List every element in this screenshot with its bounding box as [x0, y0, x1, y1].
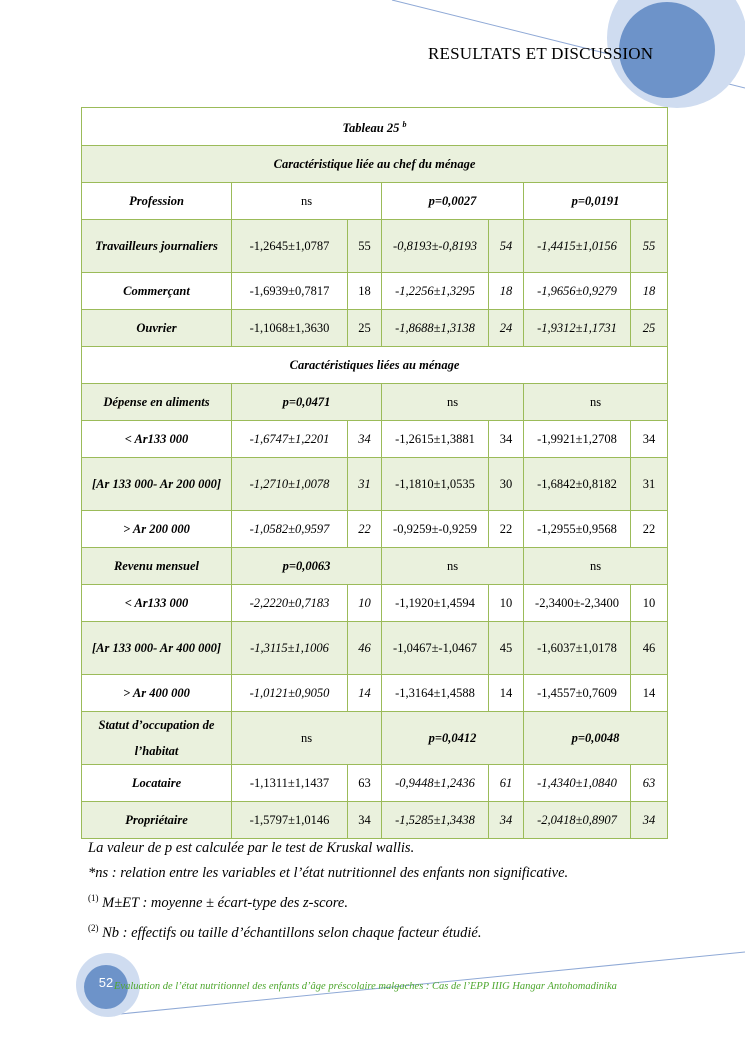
p-value: ns: [524, 384, 668, 421]
mean-sd: -1,3115±1,1006: [232, 622, 348, 675]
mean-sd: -2,3400±-2,3400: [524, 585, 631, 622]
count: 34: [489, 421, 524, 458]
p-value: ns: [382, 384, 524, 421]
p-value: ns: [382, 548, 524, 585]
mean-sd: -2,0418±0,8907: [524, 802, 631, 839]
results-table: [81, 107, 668, 839]
count: 10: [348, 585, 382, 622]
mean-sd: -1,3164±1,4588: [382, 675, 489, 712]
group-header-row: [82, 548, 668, 585]
mean-sd: -1,5797±1,0146: [232, 802, 348, 839]
mean-sd: -1,0582±0,9597: [232, 511, 348, 548]
mean-sd: -1,6842±0,8182: [524, 458, 631, 511]
mean-sd: -1,6037±1,0178: [524, 622, 631, 675]
p-value: p=0,0048: [524, 712, 668, 765]
row-label: [Ar 133 000- Ar 200 000]: [82, 458, 232, 511]
mean-sd: -1,1311±1,1437: [232, 765, 348, 802]
table-row: [82, 458, 668, 511]
p-value: ns: [524, 548, 668, 585]
footer-text: Evaluation de l’état nutritionnel des enfants d’âge préscolaire malgaches : Cas de l’EPP IIIG Hangar Antohomadinika: [114, 981, 617, 992]
page-number: 52: [98, 975, 114, 990]
count: 14: [631, 675, 668, 712]
mean-sd: -1,9656±0,9279: [524, 273, 631, 310]
mean-sd: -1,0121±0,9050: [232, 675, 348, 712]
mean-sd: -0,9259±-0,9259: [382, 511, 489, 548]
group-label: Profession: [82, 183, 232, 220]
count: 10: [631, 585, 668, 622]
note-ns: *ns : relation entre les variables et l’état nutritionnel des enfants non significative.: [88, 865, 569, 881]
table-row: [82, 622, 668, 675]
count: 22: [489, 511, 524, 548]
mean-sd: -1,6747±1,2201: [232, 421, 348, 458]
count: 24: [489, 310, 524, 347]
mean-sd: -0,8193±-0,8193: [382, 220, 489, 273]
p-value: p=0,0412: [382, 712, 524, 765]
mean-sd: -1,2615±1,3881: [382, 421, 489, 458]
table-row: [82, 585, 668, 622]
count: 34: [348, 802, 382, 839]
note-kruskal: La valeur de p est calculée par le test de Kruskal wallis.: [88, 840, 415, 856]
group-header-row: [82, 712, 668, 765]
p-value: ns: [232, 183, 382, 220]
mean-sd: -1,1810±1,0535: [382, 458, 489, 511]
count: 34: [489, 802, 524, 839]
table-row: [82, 421, 668, 458]
table-row: [82, 765, 668, 802]
table-title-row: [82, 108, 668, 146]
section-row: [82, 146, 668, 183]
mean-sd: -1,9921±1,2708: [524, 421, 631, 458]
note-nb: $^{(2)}$ Nb : effectifs ou taille d’échantillons selon chaque facteur étudié.: [88, 922, 482, 941]
mean-sd: -1,2955±0,9568: [524, 511, 631, 548]
p-value: p=0,0027: [382, 183, 524, 220]
section-header: RESULTATS ET DISCUSSION: [428, 44, 654, 63]
section-title-menage: Caractéristiques liées au ménage: [82, 347, 668, 384]
count: 34: [631, 421, 668, 458]
count: 31: [631, 458, 668, 511]
group-label: Dépense en aliments: [82, 384, 232, 421]
count: 22: [348, 511, 382, 548]
count: 63: [348, 765, 382, 802]
count: 46: [348, 622, 382, 675]
group-header-row: [82, 384, 668, 421]
mean-sd: -1,0467±-1,0467: [382, 622, 489, 675]
table-notes: [88, 836, 568, 946]
count: 54: [489, 220, 524, 273]
note-mean-sd: $^{(1)}$ M±ET : moyenne ± écart-type des z-score.: [88, 893, 348, 911]
count: 46: [631, 622, 668, 675]
mean-sd: -1,2710±1,0078: [232, 458, 348, 511]
count: 61: [489, 765, 524, 802]
count: 31: [348, 458, 382, 511]
mean-sd: -1,5285±1,3438: [382, 802, 489, 839]
count: 14: [489, 675, 524, 712]
count: 34: [631, 802, 668, 839]
count: 55: [348, 220, 382, 273]
row-label: Commerçant: [82, 273, 232, 310]
count: 63: [631, 765, 668, 802]
count: 25: [631, 310, 668, 347]
p-value: p=0,0471: [232, 384, 382, 421]
table-row: [82, 273, 668, 310]
p-value: ns: [232, 712, 382, 765]
mean-sd: -1,2645±1,0787: [232, 220, 348, 273]
mean-sd: -1,8688±1,3138: [382, 310, 489, 347]
mean-sd: -2,2220±0,7183: [232, 585, 348, 622]
count: 14: [348, 675, 382, 712]
mean-sd: -1,1068±1,3630: [232, 310, 348, 347]
section-row: [82, 347, 668, 384]
count: 18: [348, 273, 382, 310]
mean-sd: -1,4340±1,0840: [524, 765, 631, 802]
row-label: > Ar 200 000: [82, 511, 232, 548]
count: 45: [489, 622, 524, 675]
row-label: Propriétaire: [82, 802, 232, 839]
table-row: [82, 675, 668, 712]
table-row: [82, 220, 668, 273]
p-value: p=0,0191: [524, 183, 668, 220]
row-label: [Ar 133 000- Ar 400 000]: [82, 622, 232, 675]
mean-sd: -1,9312±1,1731: [524, 310, 631, 347]
row-label: < Ar133 000: [82, 585, 232, 622]
count: 34: [348, 421, 382, 458]
group-header-row: [82, 183, 668, 220]
mean-sd: -0,9448±1,2436: [382, 765, 489, 802]
count: 55: [631, 220, 668, 273]
count: 10: [489, 585, 524, 622]
mean-sd: -1,6939±0,7817: [232, 273, 348, 310]
p-value: p=0,0063: [232, 548, 382, 585]
count: 22: [631, 511, 668, 548]
row-label: < Ar133 000: [82, 421, 232, 458]
row-label: Ouvrier: [82, 310, 232, 347]
table-row: [82, 802, 668, 839]
mean-sd: -1,1920±1,4594: [382, 585, 489, 622]
table-title: Tableau 25 $^b$: [82, 108, 668, 146]
mean-sd: -1,4415±1,0156: [524, 220, 631, 273]
count: 18: [489, 273, 524, 310]
group-label: Statut d’occupation de l’habitat: [82, 712, 232, 765]
row-label: Travailleurs journaliers: [82, 220, 232, 273]
mean-sd: -1,4557±0,7609: [524, 675, 631, 712]
table-row: [82, 511, 668, 548]
count: 25: [348, 310, 382, 347]
group-label: Revenu mensuel: [82, 548, 232, 585]
section-title-chef: Caractéristique liée au chef du ménage: [82, 146, 668, 183]
count: 18: [631, 273, 668, 310]
row-label: Locataire: [82, 765, 232, 802]
count: 30: [489, 458, 524, 511]
mean-sd: -1,2256±1,3295: [382, 273, 489, 310]
table-row: [82, 310, 668, 347]
row-label: > Ar 400 000: [82, 675, 232, 712]
